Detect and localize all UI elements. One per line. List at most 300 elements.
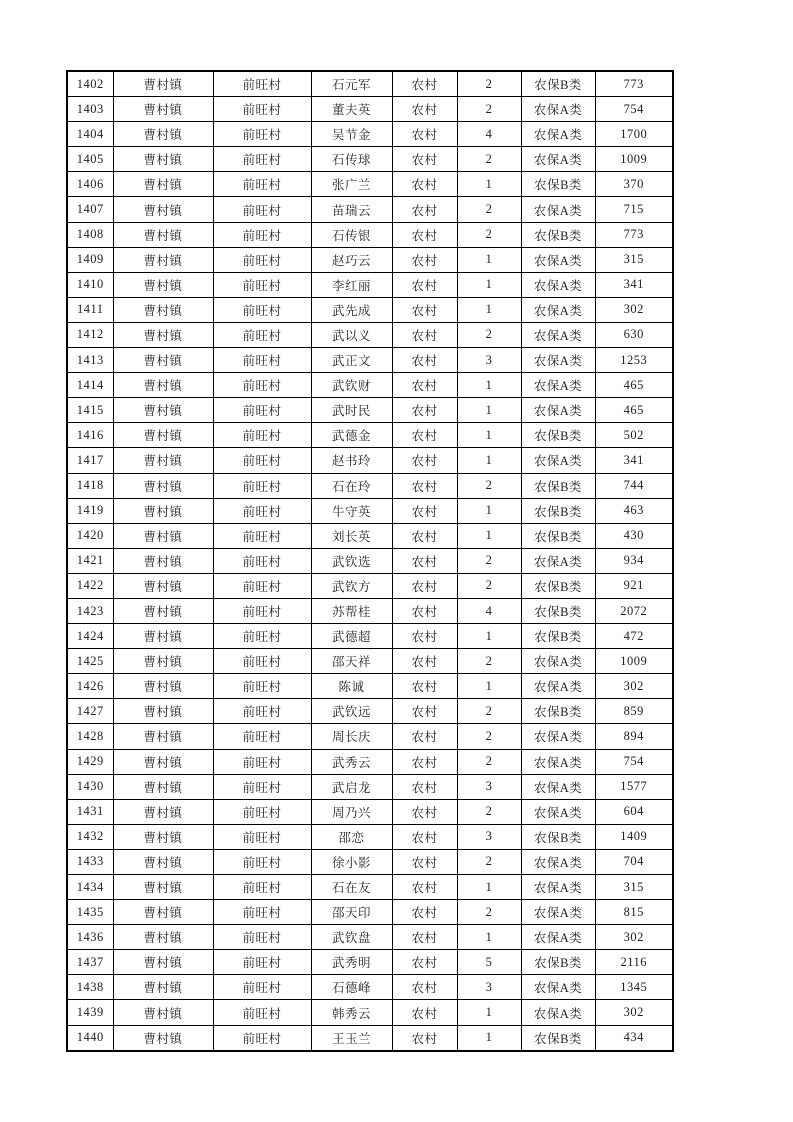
cell-serial_no: 1413 — [67, 348, 113, 373]
cell-household_type: 农村 — [392, 297, 457, 322]
table-row — [67, 523, 673, 548]
cell-household_type: 农村 — [392, 649, 457, 674]
cell-insurance_category: 农保A类 — [521, 373, 595, 398]
table-row — [67, 322, 673, 347]
cell-household_type: 农村 — [392, 473, 457, 498]
cell-village: 前旺村 — [213, 322, 311, 347]
cell-name: 石传银 — [311, 222, 392, 247]
cell-town: 曹村镇 — [113, 272, 213, 297]
cell-town: 曹村镇 — [113, 774, 213, 799]
cell-household_type: 农村 — [392, 724, 457, 749]
cell-insurance_category: 农保A类 — [521, 197, 595, 222]
cell-household_type: 农村 — [392, 699, 457, 724]
cell-name: 王玉兰 — [311, 1025, 392, 1051]
table-row — [67, 624, 673, 649]
cell-amount: 341 — [595, 272, 673, 297]
cell-amount: 1253 — [595, 348, 673, 373]
cell-town: 曹村镇 — [113, 950, 213, 975]
cell-name: 武时民 — [311, 398, 392, 423]
table-row — [67, 925, 673, 950]
cell-insurance_category: 农保A类 — [521, 348, 595, 373]
cell-name: 武钦选 — [311, 548, 392, 573]
cell-town: 曹村镇 — [113, 624, 213, 649]
cell-village: 前旺村 — [213, 824, 311, 849]
cell-insurance_category: 农保B类 — [521, 222, 595, 247]
cell-amount: 465 — [595, 398, 673, 423]
cell-amount: 1409 — [595, 824, 673, 849]
cell-amount: 773 — [595, 71, 673, 97]
cell-person_count: 2 — [457, 147, 521, 172]
cell-person_count: 1 — [457, 398, 521, 423]
cell-name: 刘长英 — [311, 523, 392, 548]
cell-town: 曹村镇 — [113, 423, 213, 448]
cell-village: 前旺村 — [213, 1025, 311, 1051]
cell-serial_no: 1419 — [67, 498, 113, 523]
cell-town: 曹村镇 — [113, 724, 213, 749]
cell-town: 曹村镇 — [113, 247, 213, 272]
cell-village: 前旺村 — [213, 247, 311, 272]
cell-amount: 302 — [595, 925, 673, 950]
cell-person_count: 2 — [457, 724, 521, 749]
cell-insurance_category: 农保A类 — [521, 674, 595, 699]
cell-amount: 1009 — [595, 649, 673, 674]
cell-serial_no: 1425 — [67, 649, 113, 674]
cell-serial_no: 1432 — [67, 824, 113, 849]
cell-amount: 754 — [595, 97, 673, 122]
cell-name: 吴节金 — [311, 122, 392, 147]
cell-insurance_category: 农保A类 — [521, 649, 595, 674]
cell-insurance_category: 农保A类 — [521, 1000, 595, 1025]
cell-serial_no: 1430 — [67, 774, 113, 799]
cell-town: 曹村镇 — [113, 824, 213, 849]
table-row — [67, 297, 673, 322]
cell-household_type: 农村 — [392, 573, 457, 598]
cell-village: 前旺村 — [213, 774, 311, 799]
cell-village: 前旺村 — [213, 348, 311, 373]
cell-insurance_category: 农保A类 — [521, 448, 595, 473]
table-row — [67, 799, 673, 824]
cell-village: 前旺村 — [213, 724, 311, 749]
cell-household_type: 农村 — [392, 197, 457, 222]
cell-person_count: 1 — [457, 247, 521, 272]
cell-name: 武德金 — [311, 423, 392, 448]
cell-insurance_category: 农保B类 — [521, 423, 595, 448]
cell-serial_no: 1409 — [67, 247, 113, 272]
cell-amount: 434 — [595, 1025, 673, 1051]
cell-village: 前旺村 — [213, 498, 311, 523]
cell-person_count: 1 — [457, 448, 521, 473]
cell-household_type: 农村 — [392, 824, 457, 849]
cell-amount: 754 — [595, 749, 673, 774]
cell-person_count: 1 — [457, 423, 521, 448]
cell-person_count: 2 — [457, 222, 521, 247]
cell-village: 前旺村 — [213, 1000, 311, 1025]
cell-person_count: 1 — [457, 523, 521, 548]
cell-amount: 465 — [595, 373, 673, 398]
cell-insurance_category: 农保A类 — [521, 247, 595, 272]
cell-household_type: 农村 — [392, 498, 457, 523]
cell-town: 曹村镇 — [113, 900, 213, 925]
table-row — [67, 172, 673, 197]
cell-name: 韩秀云 — [311, 1000, 392, 1025]
cell-household_type: 农村 — [392, 423, 457, 448]
cell-serial_no: 1439 — [67, 1000, 113, 1025]
cell-person_count: 1 — [457, 674, 521, 699]
cell-town: 曹村镇 — [113, 297, 213, 322]
cell-town: 曹村镇 — [113, 147, 213, 172]
cell-name: 石德峰 — [311, 975, 392, 1000]
cell-insurance_category: 农保A类 — [521, 925, 595, 950]
table-row — [67, 699, 673, 724]
cell-insurance_category: 农保B类 — [521, 598, 595, 623]
table-row — [67, 548, 673, 573]
cell-town: 曹村镇 — [113, 699, 213, 724]
cell-serial_no: 1410 — [67, 272, 113, 297]
cell-town: 曹村镇 — [113, 71, 213, 97]
cell-amount: 430 — [595, 523, 673, 548]
cell-serial_no: 1435 — [67, 900, 113, 925]
cell-insurance_category: 农保B类 — [521, 498, 595, 523]
cell-village: 前旺村 — [213, 925, 311, 950]
cell-name: 周长庆 — [311, 724, 392, 749]
cell-person_count: 2 — [457, 749, 521, 774]
table-row — [67, 71, 673, 97]
cell-serial_no: 1440 — [67, 1025, 113, 1051]
cell-serial_no: 1424 — [67, 624, 113, 649]
cell-serial_no: 1414 — [67, 373, 113, 398]
cell-town: 曹村镇 — [113, 573, 213, 598]
cell-insurance_category: 农保B类 — [521, 573, 595, 598]
cell-amount: 463 — [595, 498, 673, 523]
cell-town: 曹村镇 — [113, 799, 213, 824]
cell-household_type: 农村 — [392, 900, 457, 925]
cell-amount: 715 — [595, 197, 673, 222]
cell-person_count: 2 — [457, 649, 521, 674]
cell-serial_no: 1412 — [67, 322, 113, 347]
cell-village: 前旺村 — [213, 975, 311, 1000]
cell-village: 前旺村 — [213, 875, 311, 900]
table-row — [67, 1025, 673, 1051]
cell-insurance_category: 农保B类 — [521, 624, 595, 649]
cell-name: 武启龙 — [311, 774, 392, 799]
cell-insurance_category: 农保B类 — [521, 172, 595, 197]
cell-household_type: 农村 — [392, 71, 457, 97]
cell-household_type: 农村 — [392, 1000, 457, 1025]
cell-household_type: 农村 — [392, 222, 457, 247]
cell-name: 苏帮桂 — [311, 598, 392, 623]
cell-name: 徐小影 — [311, 849, 392, 874]
cell-village: 前旺村 — [213, 423, 311, 448]
cell-person_count: 2 — [457, 71, 521, 97]
cell-person_count: 1 — [457, 373, 521, 398]
cell-household_type: 农村 — [392, 975, 457, 1000]
cell-insurance_category: 农保A类 — [521, 297, 595, 322]
cell-village: 前旺村 — [213, 197, 311, 222]
cell-serial_no: 1437 — [67, 950, 113, 975]
table-row — [67, 147, 673, 172]
cell-insurance_category: 农保B类 — [521, 473, 595, 498]
cell-town: 曹村镇 — [113, 1000, 213, 1025]
table-row — [67, 473, 673, 498]
cell-household_type: 农村 — [392, 172, 457, 197]
cell-serial_no: 1426 — [67, 674, 113, 699]
cell-amount: 1009 — [595, 147, 673, 172]
cell-insurance_category: 农保A类 — [521, 849, 595, 874]
cell-insurance_category: 农保B类 — [521, 699, 595, 724]
table-row — [67, 373, 673, 398]
cell-town: 曹村镇 — [113, 523, 213, 548]
cell-household_type: 农村 — [392, 624, 457, 649]
cell-person_count: 3 — [457, 774, 521, 799]
table-row — [67, 348, 673, 373]
cell-household_type: 农村 — [392, 348, 457, 373]
cell-household_type: 农村 — [392, 799, 457, 824]
cell-person_count: 1 — [457, 172, 521, 197]
cell-name: 武秀明 — [311, 950, 392, 975]
cell-village: 前旺村 — [213, 122, 311, 147]
cell-town: 曹村镇 — [113, 97, 213, 122]
cell-person_count: 2 — [457, 473, 521, 498]
cell-household_type: 农村 — [392, 950, 457, 975]
cell-serial_no: 1422 — [67, 573, 113, 598]
table-row — [67, 950, 673, 975]
cell-serial_no: 1438 — [67, 975, 113, 1000]
cell-household_type: 农村 — [392, 122, 457, 147]
cell-person_count: 3 — [457, 348, 521, 373]
cell-village: 前旺村 — [213, 448, 311, 473]
table-row — [67, 222, 673, 247]
cell-amount: 773 — [595, 222, 673, 247]
cell-household_type: 农村 — [392, 272, 457, 297]
table-row — [67, 849, 673, 874]
cell-village: 前旺村 — [213, 548, 311, 573]
cell-insurance_category: 农保A类 — [521, 147, 595, 172]
cell-serial_no: 1427 — [67, 699, 113, 724]
cell-insurance_category: 农保A类 — [521, 272, 595, 297]
cell-insurance_category: 农保A类 — [521, 398, 595, 423]
cell-town: 曹村镇 — [113, 322, 213, 347]
cell-name: 陈诚 — [311, 674, 392, 699]
cell-village: 前旺村 — [213, 749, 311, 774]
cell-serial_no: 1407 — [67, 197, 113, 222]
cell-name: 赵书玲 — [311, 448, 392, 473]
cell-serial_no: 1415 — [67, 398, 113, 423]
cell-household_type: 农村 — [392, 749, 457, 774]
cell-person_count: 2 — [457, 197, 521, 222]
cell-person_count: 2 — [457, 97, 521, 122]
cell-name: 武先成 — [311, 297, 392, 322]
cell-town: 曹村镇 — [113, 197, 213, 222]
insurance-roster-table — [66, 70, 674, 1052]
cell-person_count: 5 — [457, 950, 521, 975]
cell-household_type: 农村 — [392, 247, 457, 272]
cell-serial_no: 1423 — [67, 598, 113, 623]
cell-village: 前旺村 — [213, 297, 311, 322]
cell-person_count: 3 — [457, 975, 521, 1000]
table-row — [67, 749, 673, 774]
cell-name: 武钦远 — [311, 699, 392, 724]
cell-serial_no: 1417 — [67, 448, 113, 473]
cell-insurance_category: 农保A类 — [521, 975, 595, 1000]
table-row — [67, 398, 673, 423]
cell-serial_no: 1431 — [67, 799, 113, 824]
cell-person_count: 1 — [457, 875, 521, 900]
cell-village: 前旺村 — [213, 272, 311, 297]
cell-village: 前旺村 — [213, 900, 311, 925]
cell-serial_no: 1408 — [67, 222, 113, 247]
table-row — [67, 197, 673, 222]
cell-name: 武德超 — [311, 624, 392, 649]
cell-amount: 302 — [595, 674, 673, 699]
cell-town: 曹村镇 — [113, 548, 213, 573]
cell-person_count: 3 — [457, 824, 521, 849]
cell-amount: 1700 — [595, 122, 673, 147]
cell-insurance_category: 农保A类 — [521, 322, 595, 347]
table-row — [67, 900, 673, 925]
cell-amount: 894 — [595, 724, 673, 749]
cell-town: 曹村镇 — [113, 749, 213, 774]
cell-name: 董夫英 — [311, 97, 392, 122]
cell-household_type: 农村 — [392, 97, 457, 122]
cell-insurance_category: 农保B类 — [521, 523, 595, 548]
cell-person_count: 1 — [457, 925, 521, 950]
cell-name: 邵天印 — [311, 900, 392, 925]
cell-insurance_category: 农保A类 — [521, 724, 595, 749]
cell-insurance_category: 农保A类 — [521, 97, 595, 122]
cell-person_count: 2 — [457, 322, 521, 347]
cell-town: 曹村镇 — [113, 1025, 213, 1051]
cell-village: 前旺村 — [213, 71, 311, 97]
cell-name: 石元军 — [311, 71, 392, 97]
cell-amount: 934 — [595, 548, 673, 573]
cell-amount: 921 — [595, 573, 673, 598]
table-row — [67, 423, 673, 448]
cell-town: 曹村镇 — [113, 674, 213, 699]
cell-town: 曹村镇 — [113, 122, 213, 147]
cell-person_count: 2 — [457, 900, 521, 925]
cell-village: 前旺村 — [213, 649, 311, 674]
cell-serial_no: 1404 — [67, 122, 113, 147]
cell-amount: 2072 — [595, 598, 673, 623]
cell-village: 前旺村 — [213, 523, 311, 548]
cell-name: 武钦方 — [311, 573, 392, 598]
cell-person_count: 2 — [457, 548, 521, 573]
cell-village: 前旺村 — [213, 849, 311, 874]
cell-person_count: 1 — [457, 624, 521, 649]
cell-village: 前旺村 — [213, 398, 311, 423]
cell-serial_no: 1411 — [67, 297, 113, 322]
cell-amount: 630 — [595, 322, 673, 347]
cell-name: 石在友 — [311, 875, 392, 900]
table-row — [67, 122, 673, 147]
cell-household_type: 农村 — [392, 373, 457, 398]
cell-village: 前旺村 — [213, 97, 311, 122]
cell-household_type: 农村 — [392, 322, 457, 347]
cell-name: 武钦财 — [311, 373, 392, 398]
cell-town: 曹村镇 — [113, 498, 213, 523]
cell-serial_no: 1436 — [67, 925, 113, 950]
cell-person_count: 1 — [457, 272, 521, 297]
cell-person_count: 1 — [457, 297, 521, 322]
cell-household_type: 农村 — [392, 1025, 457, 1051]
cell-amount: 1577 — [595, 774, 673, 799]
table-row — [67, 448, 673, 473]
table-row — [67, 875, 673, 900]
cell-household_type: 农村 — [392, 875, 457, 900]
cell-village: 前旺村 — [213, 799, 311, 824]
cell-household_type: 农村 — [392, 925, 457, 950]
table-row — [67, 573, 673, 598]
cell-person_count: 1 — [457, 498, 521, 523]
cell-village: 前旺村 — [213, 573, 311, 598]
cell-town: 曹村镇 — [113, 172, 213, 197]
cell-town: 曹村镇 — [113, 875, 213, 900]
cell-insurance_category: 农保A类 — [521, 774, 595, 799]
cell-serial_no: 1421 — [67, 548, 113, 573]
cell-town: 曹村镇 — [113, 598, 213, 623]
cell-village: 前旺村 — [213, 950, 311, 975]
cell-insurance_category: 农保B类 — [521, 71, 595, 97]
cell-village: 前旺村 — [213, 373, 311, 398]
cell-serial_no: 1429 — [67, 749, 113, 774]
cell-name: 邵天祥 — [311, 649, 392, 674]
cell-insurance_category: 农保A类 — [521, 749, 595, 774]
cell-household_type: 农村 — [392, 548, 457, 573]
cell-village: 前旺村 — [213, 222, 311, 247]
cell-town: 曹村镇 — [113, 398, 213, 423]
cell-serial_no: 1403 — [67, 97, 113, 122]
cell-village: 前旺村 — [213, 147, 311, 172]
cell-name: 牛守英 — [311, 498, 392, 523]
cell-insurance_category: 农保A类 — [521, 900, 595, 925]
cell-amount: 604 — [595, 799, 673, 824]
table-row — [67, 1000, 673, 1025]
cell-town: 曹村镇 — [113, 473, 213, 498]
cell-insurance_category: 农保B类 — [521, 950, 595, 975]
cell-name: 武秀云 — [311, 749, 392, 774]
cell-serial_no: 1402 — [67, 71, 113, 97]
cell-amount: 1345 — [595, 975, 673, 1000]
cell-person_count: 2 — [457, 573, 521, 598]
cell-person_count: 2 — [457, 699, 521, 724]
table-row — [67, 975, 673, 1000]
cell-insurance_category: 农保B类 — [521, 1025, 595, 1051]
cell-town: 曹村镇 — [113, 448, 213, 473]
cell-town: 曹村镇 — [113, 925, 213, 950]
cell-serial_no: 1418 — [67, 473, 113, 498]
cell-village: 前旺村 — [213, 473, 311, 498]
cell-household_type: 农村 — [392, 674, 457, 699]
cell-household_type: 农村 — [392, 774, 457, 799]
cell-amount: 815 — [595, 900, 673, 925]
cell-amount: 2116 — [595, 950, 673, 975]
cell-village: 前旺村 — [213, 674, 311, 699]
cell-person_count: 4 — [457, 598, 521, 623]
cell-household_type: 农村 — [392, 147, 457, 172]
cell-amount: 502 — [595, 423, 673, 448]
cell-town: 曹村镇 — [113, 348, 213, 373]
table-row — [67, 598, 673, 623]
table-row — [67, 649, 673, 674]
cell-amount: 302 — [595, 1000, 673, 1025]
cell-village: 前旺村 — [213, 598, 311, 623]
cell-household_type: 农村 — [392, 849, 457, 874]
cell-amount: 315 — [595, 247, 673, 272]
cell-insurance_category: 农保A类 — [521, 799, 595, 824]
cell-name: 赵巧云 — [311, 247, 392, 272]
table-row — [67, 674, 673, 699]
cell-insurance_category: 农保A类 — [521, 875, 595, 900]
